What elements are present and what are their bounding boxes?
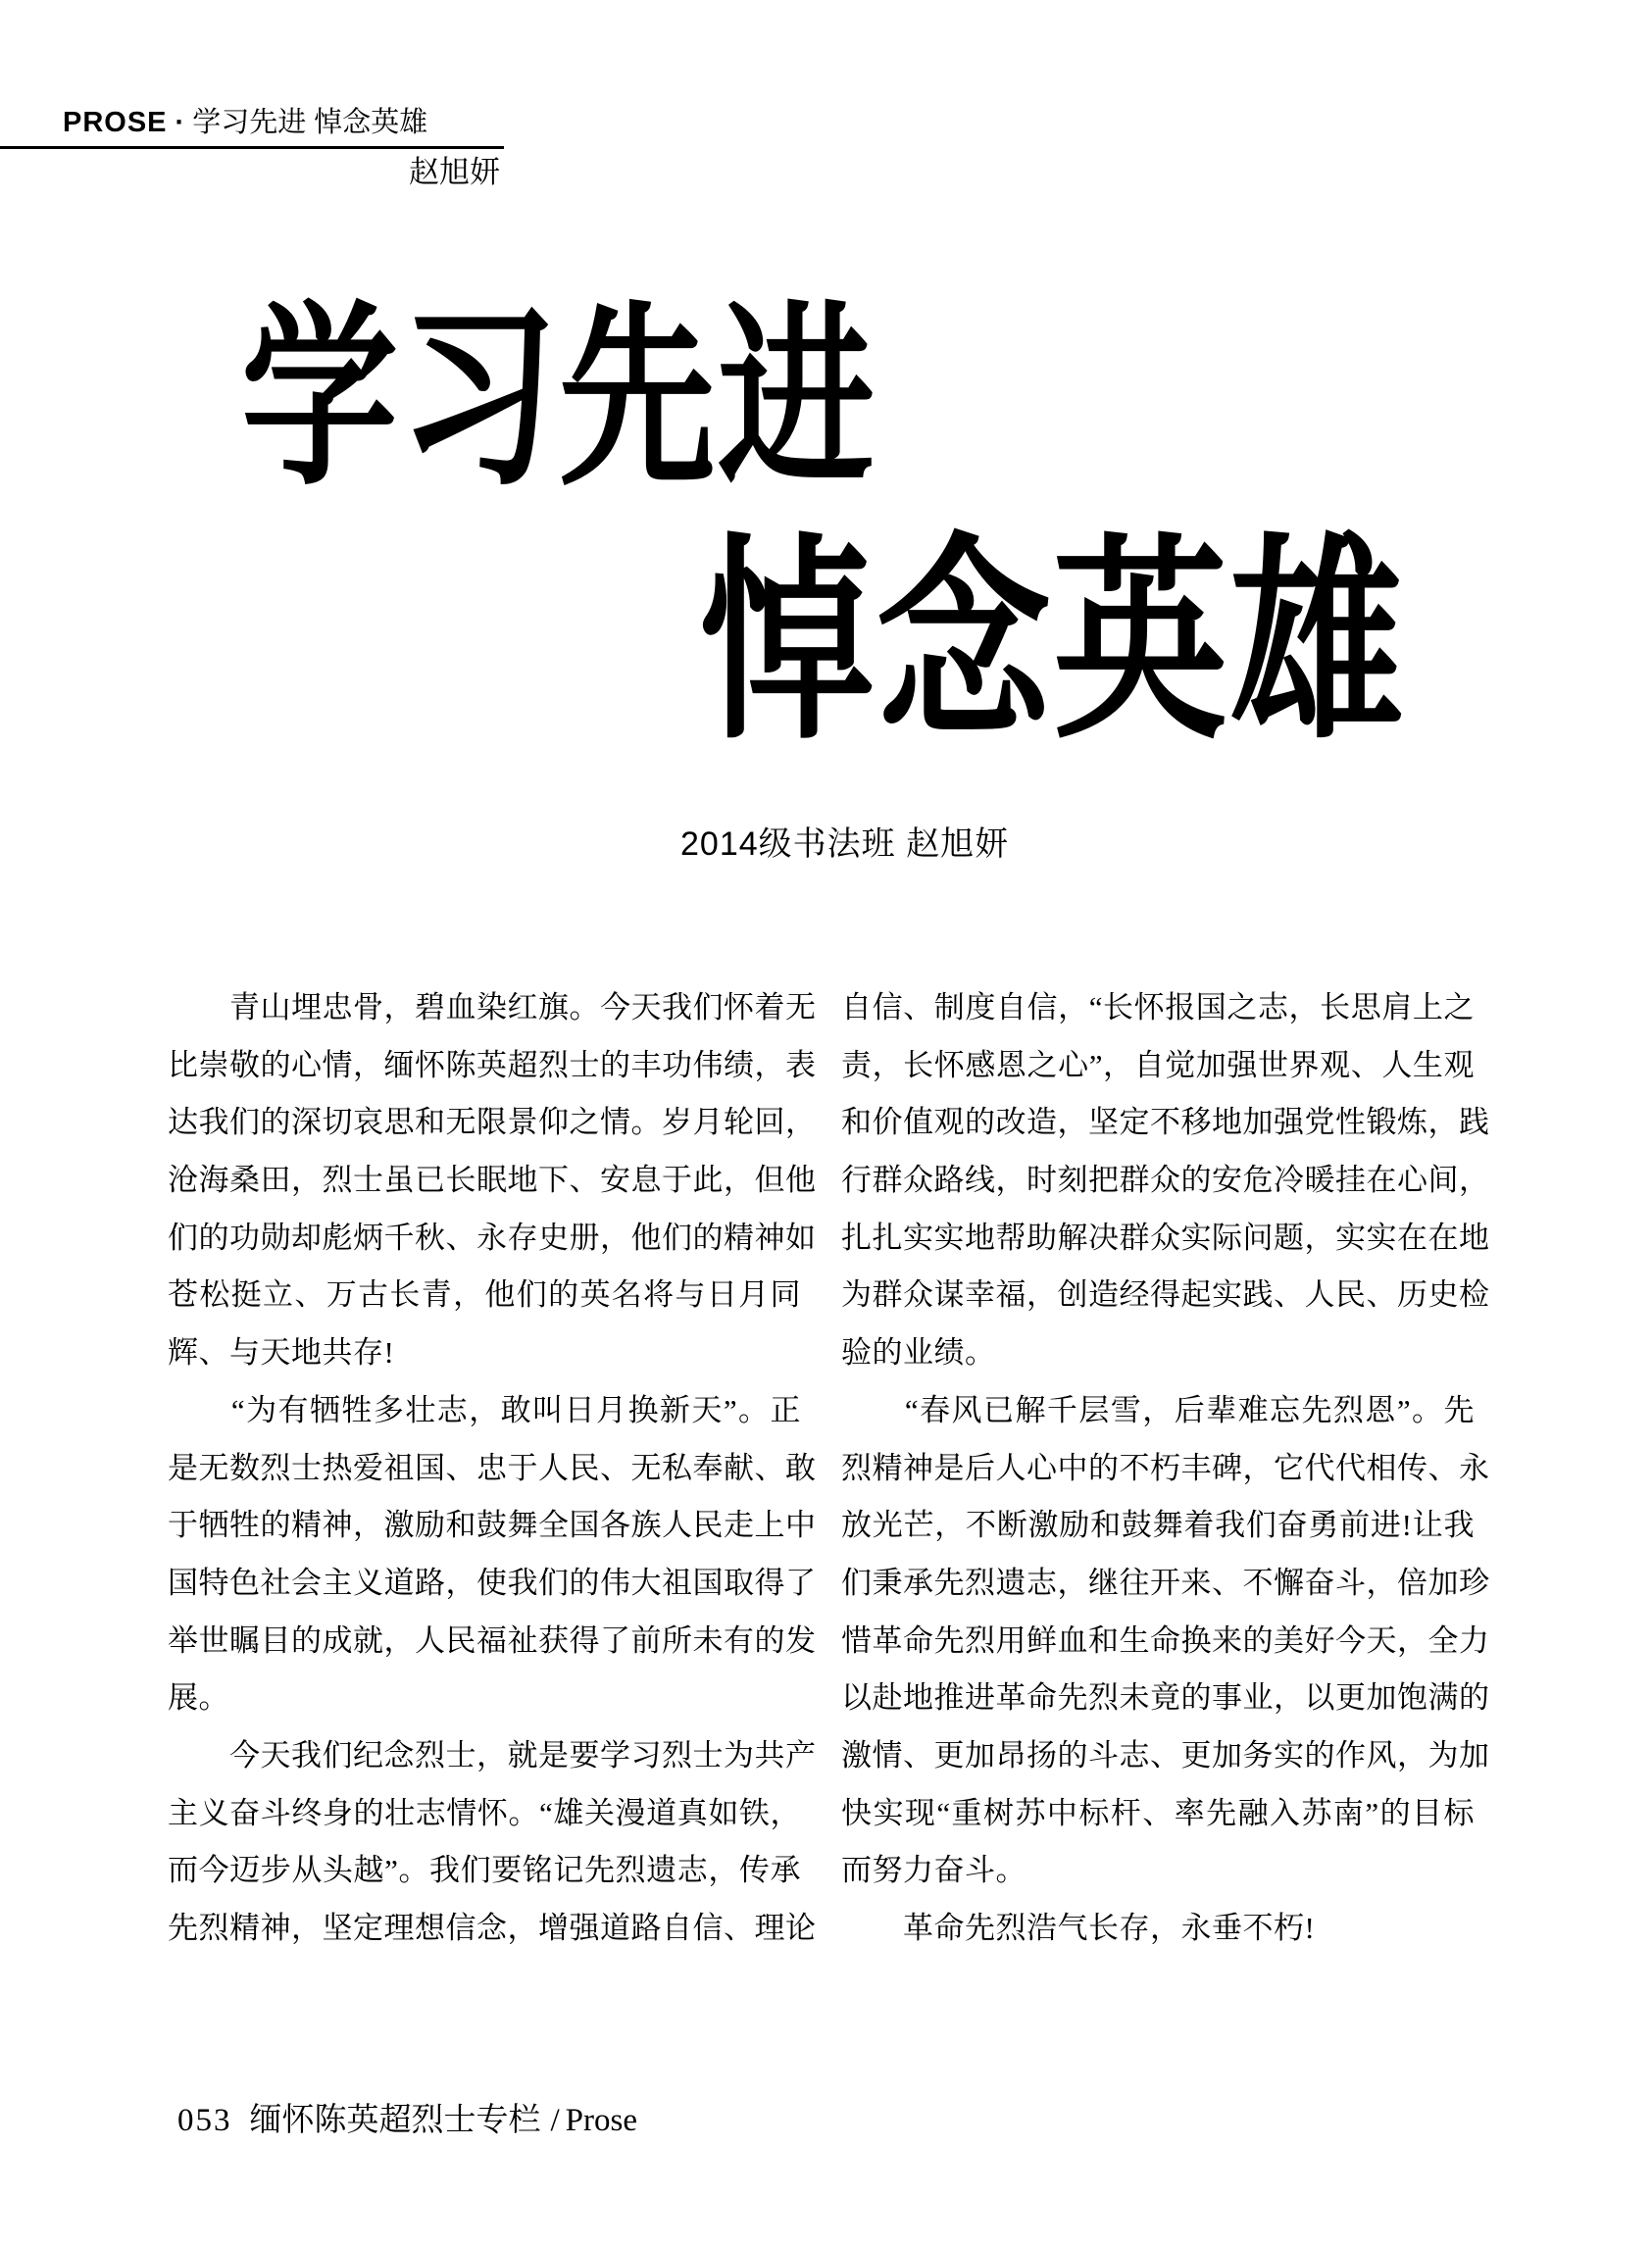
text-line: 以赴地推进革命先烈未竟的事业，以更加饱满的	[841, 1680, 1490, 1716]
text-line: 苍松挺立、万古长青，他们的英名将与日月同	[168, 1277, 801, 1313]
article-title-line2: 悼念英雄	[700, 520, 1406, 764]
text-line: 是无数烈士热爱祖国、忠于人民、无私奉献、敢	[168, 1450, 817, 1485]
text-line: 主义奋斗终身的壮志情怀。“雄关漫道真如铁，	[168, 1795, 801, 1830]
right-column	[841, 979, 1490, 1958]
text-line: 革命先烈浩气长存，永垂不朽!	[841, 1911, 1316, 1945]
article-title-line1: 学习先进	[241, 287, 877, 508]
left-column	[168, 979, 817, 1958]
text-line: 沧海桑田，烈士虽已长眠地下、安息于此，但他	[168, 1163, 817, 1198]
text-line: 比崇敬的心情，缅怀陈英超烈士的丰功伟绩，表	[168, 1047, 817, 1082]
text-line: 扎扎实实地帮助解决群众实际问题，实实在在地	[841, 1220, 1490, 1255]
header-author: 赵旭妍	[409, 155, 500, 189]
text-line: 放光芒，不断激励和鼓舞着我们奋勇前进!让我	[841, 1508, 1475, 1543]
text-line: 国特色社会主义道路，使我们的伟大祖国取得了	[168, 1565, 817, 1600]
text-line: 惜革命先烈用鲜血和生命换来的美好今天，全力	[841, 1622, 1490, 1658]
text-line: 而努力奋斗。	[841, 1853, 1026, 1888]
text-line: 今天我们纪念烈士，就是要学习烈士为共产	[168, 1737, 817, 1772]
text-line: 展。	[168, 1680, 229, 1716]
text-line: 辉、与天地共存!	[168, 1335, 395, 1371]
byline: 2014级书法班 赵旭妍	[680, 825, 1010, 863]
text-line: 举世瞩目的成就，人民福祉获得了前所未有的发	[168, 1622, 817, 1658]
text-line: 自信、制度自信，“长怀报国之志，长思肩上之	[841, 990, 1475, 1024]
text-line: 们秉承先烈遗志，继往开来、不懈奋斗，倍加珍	[841, 1565, 1490, 1600]
text-line: “为有牺牲多壮志，敢叫日月换新天”。正	[168, 1392, 801, 1427]
header-rule	[0, 146, 504, 149]
text-line: 行群众路线，时刻把群众的安危冷暖挂在心间，	[841, 1163, 1490, 1198]
page-footer	[177, 2101, 637, 2140]
text-line: 们的功勋却彪炳千秋、永存史册，他们的精神如	[168, 1220, 817, 1255]
page-number: 053	[177, 2103, 232, 2138]
text-line: 验的业绩。	[841, 1335, 996, 1371]
text-line: 烈精神是后人心中的不朽丰碑，它代代相传、永	[841, 1450, 1490, 1485]
text-line: 快实现“重树苏中标杆、率先融入苏南”的目标	[841, 1795, 1475, 1830]
text-line: 于牺牲的精神，激励和鼓舞全国各族人民走上中	[168, 1508, 817, 1543]
page-header	[63, 106, 427, 139]
header-separator: ·	[175, 107, 185, 138]
footer-label: Prose	[565, 2103, 638, 2138]
magazine-label: PROSE	[63, 107, 168, 138]
text-line: 和价值观的改造，坚定不移地加强党性锻炼，践	[841, 1105, 1490, 1140]
text-line: 青山埋忠骨，碧血染红旗。今天我们怀着无	[168, 990, 817, 1024]
text-line: 激情、更加昂扬的斗志、更加务实的作风，为加	[841, 1737, 1490, 1772]
text-line: “春风已解千层雪，后辈难忘先烈恩”。先	[841, 1392, 1475, 1427]
text-line: 达我们的深切哀思和无限景仰之情。岁月轮回，	[168, 1105, 817, 1140]
text-line: 责，长怀感恩之心”，自觉加强世界观、人生观	[841, 1047, 1475, 1082]
footer-separator: /	[550, 2103, 560, 2138]
text-line: 为群众谋幸福，创造经得起实践、人民、历史检	[841, 1277, 1490, 1313]
text-line: 而今迈步从头越”。我们要铭记先烈遗志，传承	[168, 1853, 801, 1888]
text-line: 先烈精神，坚定理想信念，增强道路自信、理论	[168, 1911, 817, 1945]
footer-section: 缅怀陈英超烈士专栏	[249, 2103, 541, 2138]
header-section-title: 学习先进 悼念英雄	[192, 107, 428, 138]
